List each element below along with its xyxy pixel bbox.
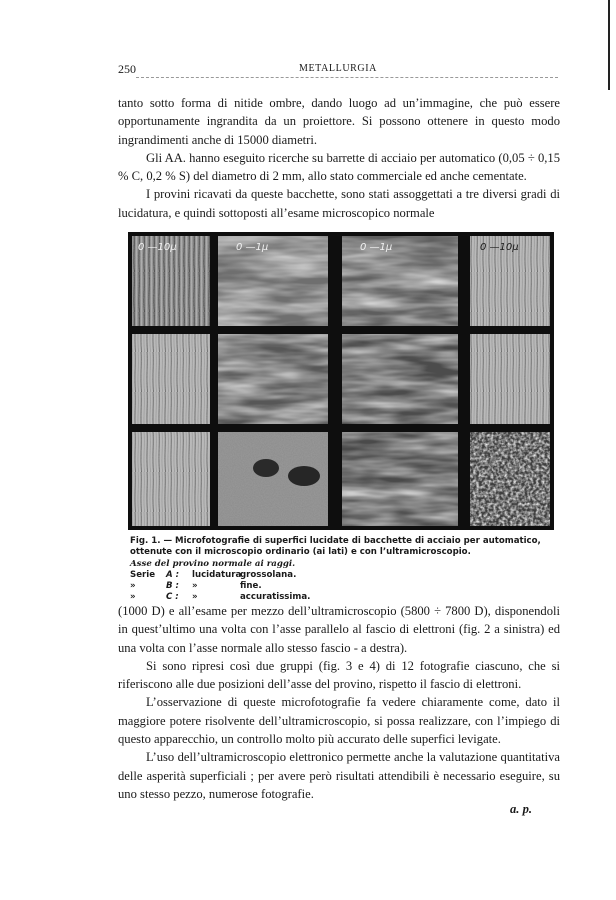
micrograph-grid — [128, 232, 554, 530]
header-rule — [136, 77, 558, 78]
caption-series-c: » C : » accuratissima. — [130, 592, 311, 603]
page-header — [118, 62, 558, 76]
micrograph-b-ordinary-left — [132, 334, 210, 424]
paragraph: L’uso dell’ultramicroscopio elettronico permette anche la valutazione quantitativa delle asperità superficiali ; per avere però risultati attendibili è necessario eseguire, su uno stesso pezzo, numerose fotografie. — [118, 750, 560, 801]
scale-label: 0 —1μ — [236, 242, 269, 253]
micrograph-c-ordinary-left — [132, 432, 210, 526]
paragraph: Si sono ripresi così due gruppi (fig. 3 e 4) di 12 fotografie ciascuno, che si riferiscono alle due posizioni dell’asse del provino, rispetto il fascio di elettroni. — [118, 658, 560, 692]
micrograph-c-ordinary-right — [470, 432, 550, 526]
margin-rule — [608, 0, 610, 90]
figure-caption — [130, 536, 558, 604]
scale-label: 0 —10μ — [480, 242, 519, 253]
micrograph-b-ultra-normal — [342, 334, 458, 424]
micrograph-a-ultra-parallel — [218, 236, 328, 326]
paragraph: (1000 D) e all’esame per mezzo dell’ultramicroscopio (5800 ÷ 7800 D), disponendoli in quest’ultimo una volta con l’asse parallelo al fascio di elettroni (fig. 2 a sinistra) ed una volta con l’asse normale allo stesso fascio - a destra). — [118, 604, 560, 655]
body-text-top — [118, 94, 560, 222]
paragraph: I provini ricavati da queste bacchette, sono stati assoggettati a tre diversi gradi di lucidatura, e quindi sottoposti all’esame microscopico normale — [118, 187, 560, 220]
paragraph: Gli AA. hanno eseguito ricerche su barrette di acciaio per automatico (0,05 ÷ 0,15 % C, 0,2 % S) del diametro di 2 mm, allo stato commerciale ed anche cementate. — [118, 150, 560, 184]
scale-label: 0 —1μ — [360, 242, 393, 253]
micrograph-b-ordinary-right — [470, 334, 550, 424]
page-number: 250 — [118, 62, 136, 76]
caption-series-b: » B : » fine. — [130, 581, 262, 592]
micrograph-figure — [128, 232, 554, 530]
caption-axis-note: Asse del provino normale ai raggi. — [130, 558, 296, 569]
paragraph: tanto sotto forma di nitide ombre, dando luogo ad un’immagine, che può essere opportunamente ingrandita da un proiettore. Si possono ottenere in questo modo ingrandimenti anche di 15000 diametri. — [118, 96, 560, 147]
author-signature: a. p. — [510, 802, 533, 816]
micrograph-b-ultra-parallel — [218, 334, 328, 424]
paragraph: L’osservazione di queste microfotografie fa vedere chiaramente come, dato il maggiore potere risolvente dell’ultramicroscopio, si possa realizzare, con l’impiego di questo apparecchio, un controllo molto più accurato delle superfici levigate. — [118, 695, 560, 747]
micrograph-c-ultra-parallel — [218, 432, 328, 526]
caption-series-a: Serie A : lucidaturagrossolana. — [130, 569, 297, 580]
running-head: METALLURGIA — [298, 63, 377, 74]
micrograph-c-ultra-normal — [342, 432, 458, 526]
scale-label: 0 —10μ — [138, 242, 177, 253]
body-text-bottom — [118, 602, 560, 803]
caption-text: Fig. 1. — Microfotografie di superfici lucidate di bacchette di acciaio per automatico, ottenute con il microscopio ordinario (ai lati) e con l’ultramicroscopio. — [130, 536, 541, 558]
